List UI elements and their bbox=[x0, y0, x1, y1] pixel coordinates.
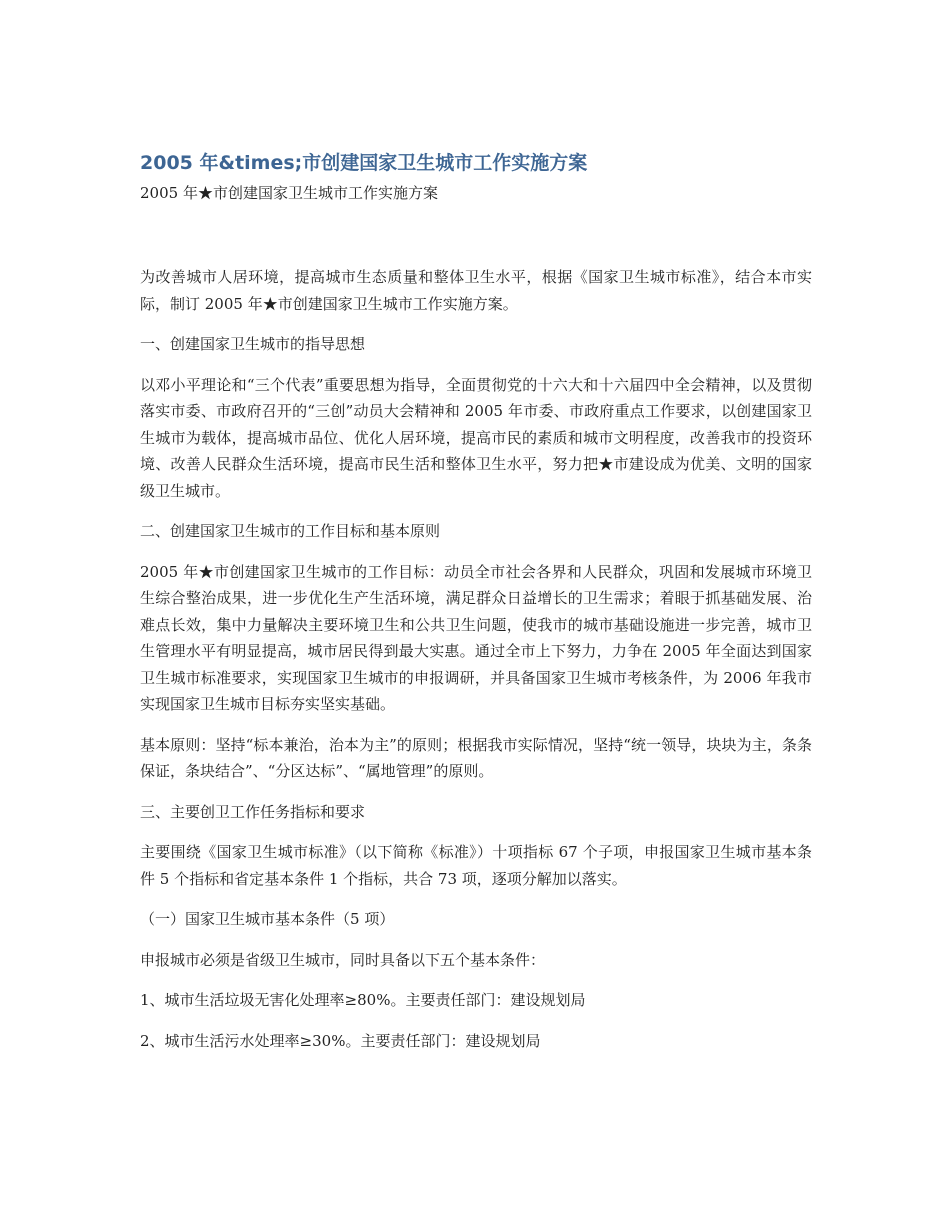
prerequisite-paragraph: 申报城市必须是省级卫生城市，同时具备以下五个基本条件： bbox=[140, 950, 546, 969]
list-item: 2、城市生活污水处理率≥30%。主要责任部门：建设规划局 bbox=[140, 1031, 541, 1050]
document-page bbox=[140, 148, 812, 1068]
section-heading-2: 二、创建国家卫生城市的工作目标和基本原则 bbox=[140, 522, 441, 540]
document-body bbox=[140, 264, 812, 1054]
indicator-overview-paragraph: 主要围绕《国家卫生城市标准》（以下简称《标准》）十项指标 67 个子项，申报国家卫生城市基本条件 5 个指标和省定基本条件 1 个指标，共合 73 项，逐项分解加以落实。 bbox=[140, 843, 812, 888]
section-heading-1: 一、创建国家卫生城市的指导思想 bbox=[140, 335, 366, 353]
list-item: 1、城市生活垃圾无害化处理率≥80%。主要责任部门：建设规划局 bbox=[140, 991, 586, 1009]
intro-paragraph: 为改善城市人居环境，提高城市生态质量和整体卫生水平，根据《国家卫生城市标准》，结合本市实际，制订 2005 年★市创建国家卫生城市工作实施方案。 bbox=[140, 268, 812, 313]
subsection-heading-1: （一）国家卫生城市基本条件（5 项） bbox=[140, 910, 395, 928]
document-subtitle: 2005 年★市创建国家卫生城市工作实施方案 bbox=[140, 184, 438, 202]
section-heading-3: 三、主要创卫工作任务指标和要求 bbox=[140, 802, 366, 821]
work-goal-paragraph: 2005 年★市创建国家卫生城市的工作目标：动员全市社会各界和人民群众，巩固和发展城市环境卫生综合整治成果，进一步优化生产生活环境，满足群众日益增长的卫生需求；着眼于抓基础发展、治难点长效，集中力量解决主要环境卫生和公共卫生问题，使我市的城市基础设施进一步完善，城市卫生管理水平有明显提高，城市居民得到最大实惠。通过全市上下努力，力争在 2005 年全面达到国家卫生城市标准要求，实现国家卫生城市的申报调研，并具备国家卫生城市考核条件，为 2006 年我市实现国家卫生城市目标夯实坚实基础。 bbox=[140, 562, 812, 713]
guiding-ideology-paragraph: 以邓小平理论和“三个代表”重要思想为指导，全面贯彻党的十六大和十六届四中全会精神，以及贯彻落实市委、市政府召开的“三创”动员大会精神和 2005 年市委、市政府重点工作要求，以创建国家卫生城市为载体，提高城市品位、优化人居环境，提高市民的素质和城市文明程度，改善我市的投资环境、改善人民群众生活环境，提高市民生活和整体卫生水平，努力把★市建设成为优美、文明的国家级卫生城市。 bbox=[140, 375, 812, 500]
basic-principle-paragraph: 基本原则：坚持“标本兼治，治本为主”的原则；根据我市实际情况，坚持“统一领导，块块为主，条条保证，条块结合”、“分区达标”、“属地管理”的原则。 bbox=[140, 735, 812, 780]
document-title: 2005 年&times;市创建国家卫生城市工作实施方案 bbox=[140, 152, 588, 174]
